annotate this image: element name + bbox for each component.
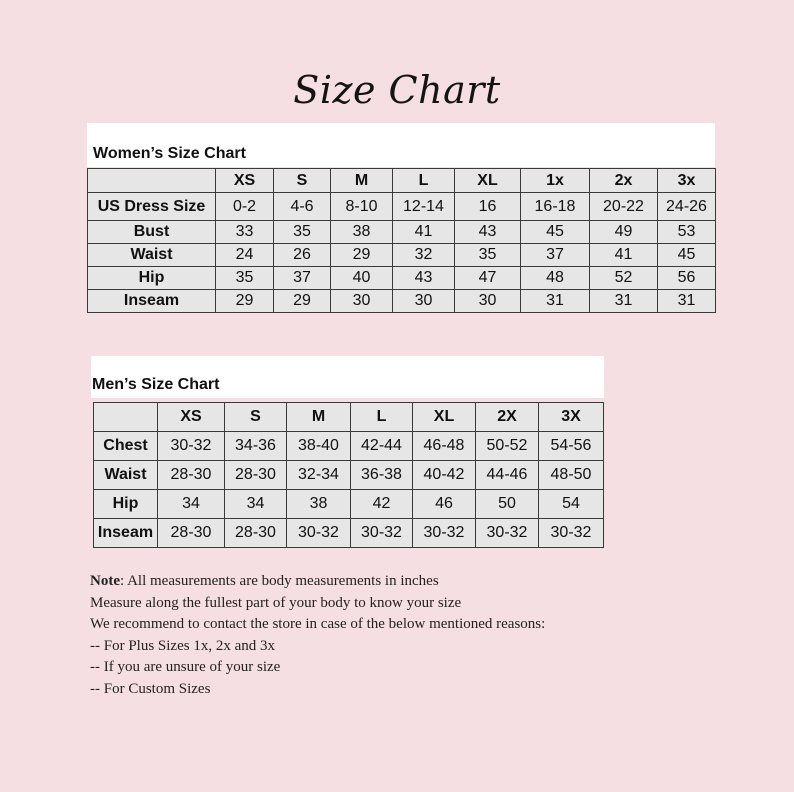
size-header-cell: 3x [658,169,716,193]
value-cell: 30-32 [287,519,351,548]
value-cell: 38-40 [287,432,351,461]
value-cell: 35 [216,267,274,290]
value-cell: 30-32 [158,432,225,461]
note-line: -- For Custom Sizes [90,680,211,697]
value-cell: 0-2 [216,193,274,221]
table-row [88,193,716,221]
value-cell: 20-22 [590,193,658,221]
table-header-row [88,169,716,193]
value-cell: 56 [658,267,716,290]
value-cell: 40 [331,267,393,290]
value-cell: 4-6 [274,193,331,221]
table-row [88,244,716,267]
value-cell: 28-30 [225,461,287,490]
value-cell: 34-36 [225,432,287,461]
notes-block [90,571,545,701]
size-header-cell: L [351,403,413,432]
table-row [88,221,716,244]
table-row [94,490,604,519]
value-cell: 29 [331,244,393,267]
value-cell: 48-50 [539,461,604,490]
value-cell: 30-32 [539,519,604,548]
value-cell: 31 [590,290,658,313]
value-cell: 44-46 [476,461,539,490]
value-cell: 54-56 [539,432,604,461]
row-label-cell: US Dress Size [88,193,216,221]
value-cell: 35 [455,244,521,267]
value-cell: 26 [274,244,331,267]
value-cell: 45 [521,221,590,244]
row-label-cell: Inseam [94,519,158,548]
value-cell: 52 [590,267,658,290]
value-cell: 33 [216,221,274,244]
size-header-cell: 3X [539,403,604,432]
value-cell: 29 [274,290,331,313]
size-header-cell: XS [216,169,274,193]
value-cell: 16 [455,193,521,221]
value-cell: 30 [393,290,455,313]
value-cell: 35 [274,221,331,244]
value-cell: 28-30 [158,461,225,490]
value-cell: 37 [274,267,331,290]
note-line: -- For Plus Sizes 1x, 2x and 3x [90,637,275,654]
womens-size-table [87,168,716,313]
value-cell: 38 [287,490,351,519]
value-cell: 30 [455,290,521,313]
size-header-cell: M [287,403,351,432]
size-header-cell: S [274,169,331,193]
value-cell: 47 [455,267,521,290]
value-cell: 48 [521,267,590,290]
row-label-cell: Hip [88,267,216,290]
value-cell: 32 [393,244,455,267]
size-header-cell: 2x [590,169,658,193]
note-text: : All measurements are body measurements in inches [120,573,439,589]
value-cell: 43 [455,221,521,244]
table-row [94,461,604,490]
value-cell: 30-32 [476,519,539,548]
size-header-cell: 2X [476,403,539,432]
value-cell: 45 [658,244,716,267]
page-title: Size Chart [293,68,501,112]
value-cell: 50 [476,490,539,519]
value-cell: 41 [393,221,455,244]
value-cell: 54 [539,490,604,519]
value-cell: 31 [658,290,716,313]
value-cell: 16-18 [521,193,590,221]
size-header-cell: XS [158,403,225,432]
size-header-cell: 1x [521,169,590,193]
mens-size-chart-heading: Men’s Size Chart [92,376,220,393]
value-cell: 37 [521,244,590,267]
value-cell: 40-42 [413,461,476,490]
value-cell: 32-34 [287,461,351,490]
row-label-cell: Bust [88,221,216,244]
value-cell: 8-10 [331,193,393,221]
value-cell: 42-44 [351,432,413,461]
table-header-row [94,403,604,432]
value-cell: 36-38 [351,461,413,490]
table-row [94,432,604,461]
mens-size-table [93,402,604,548]
table-row [88,290,716,313]
womens-size-chart-heading: Women’s Size Chart [93,145,246,162]
value-cell: 12-14 [393,193,455,221]
value-cell: 29 [216,290,274,313]
value-cell: 38 [331,221,393,244]
row-label-cell: Waist [88,244,216,267]
value-cell: 50-52 [476,432,539,461]
corner-cell [94,403,158,432]
note-line: -- If you are unsure of your size [90,659,281,676]
note-line [90,571,545,593]
size-header-cell: M [331,169,393,193]
value-cell: 46 [413,490,476,519]
value-cell: 34 [158,490,225,519]
value-cell: 34 [225,490,287,519]
value-cell: 28-30 [158,519,225,548]
value-cell: 42 [351,490,413,519]
corner-cell [88,169,216,193]
size-header-cell: S [225,403,287,432]
row-label-cell: Hip [94,490,158,519]
row-label-cell: Chest [94,432,158,461]
value-cell: 30-32 [413,519,476,548]
row-label-cell: Inseam [88,290,216,313]
value-cell: 28-30 [225,519,287,548]
note-line: We recommend to contact the store in case of the below mentioned reasons: [90,616,546,633]
value-cell: 30-32 [351,519,413,548]
note-label: Note [90,573,120,589]
table-row [94,519,604,548]
value-cell: 24-26 [658,193,716,221]
value-cell: 30 [331,290,393,313]
size-header-cell: XL [413,403,476,432]
value-cell: 43 [393,267,455,290]
row-label-cell: Waist [94,461,158,490]
size-header-cell: L [393,169,455,193]
value-cell: 41 [590,244,658,267]
value-cell: 53 [658,221,716,244]
note-line: Measure along the fullest part of your body to know your size [90,594,462,611]
table-row [88,267,716,290]
value-cell: 46-48 [413,432,476,461]
value-cell: 24 [216,244,274,267]
value-cell: 31 [521,290,590,313]
size-header-cell: XL [455,169,521,193]
value-cell: 49 [590,221,658,244]
